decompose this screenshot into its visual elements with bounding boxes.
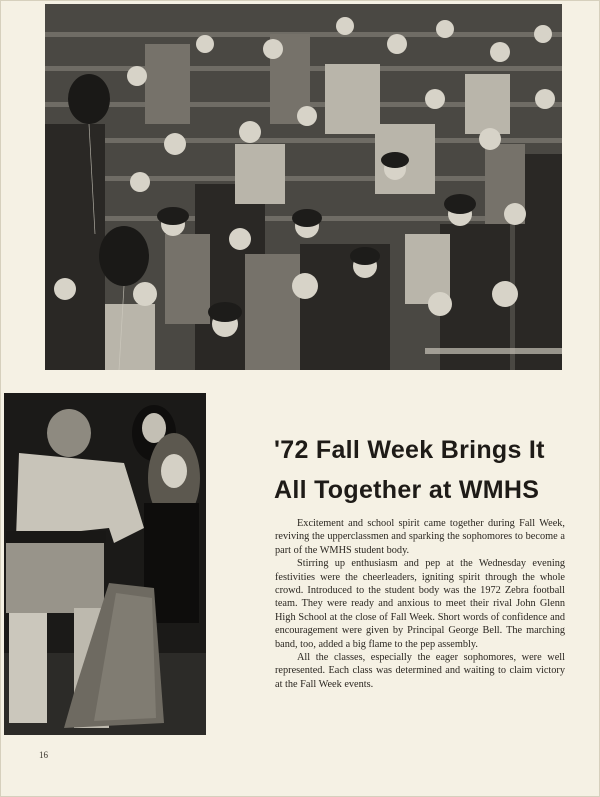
headline-line-1: '72 Fall Week Brings It — [274, 436, 545, 464]
sack-race-night-photo — [4, 393, 206, 735]
crowd-in-bleachers-photo — [45, 4, 562, 370]
page-number: 16 — [39, 750, 48, 760]
article-body — [275, 517, 565, 691]
body-paragraph: Excitement and school spirit came together during Fall Week, reviving the upperclassmen and sparking the sophomores to become a part of the WMHS student body. — [275, 518, 565, 556]
body-paragraph: All the classes, especially the eager sophomores, were well represented. Each class was determined and waiting to claim victory at the Fall Week events. — [275, 652, 565, 690]
headline-line-2: All Together at WMHS — [274, 476, 540, 504]
article-headline — [274, 430, 574, 510]
body-paragraph: Stirring up enthusiasm and pep at the Wednesday evening festivities were the cheerleaders, igniting spirit through the whole crowd. Introduced to the student body was the 1972 Zebra football team. They were ready and anxious to meet their rival John Glenn High School at the close of Fall Week. Short words of confidence and encouragement were given by Principal George Bell. The marching band, too, added a big flame to the pep assembly. — [275, 558, 565, 650]
